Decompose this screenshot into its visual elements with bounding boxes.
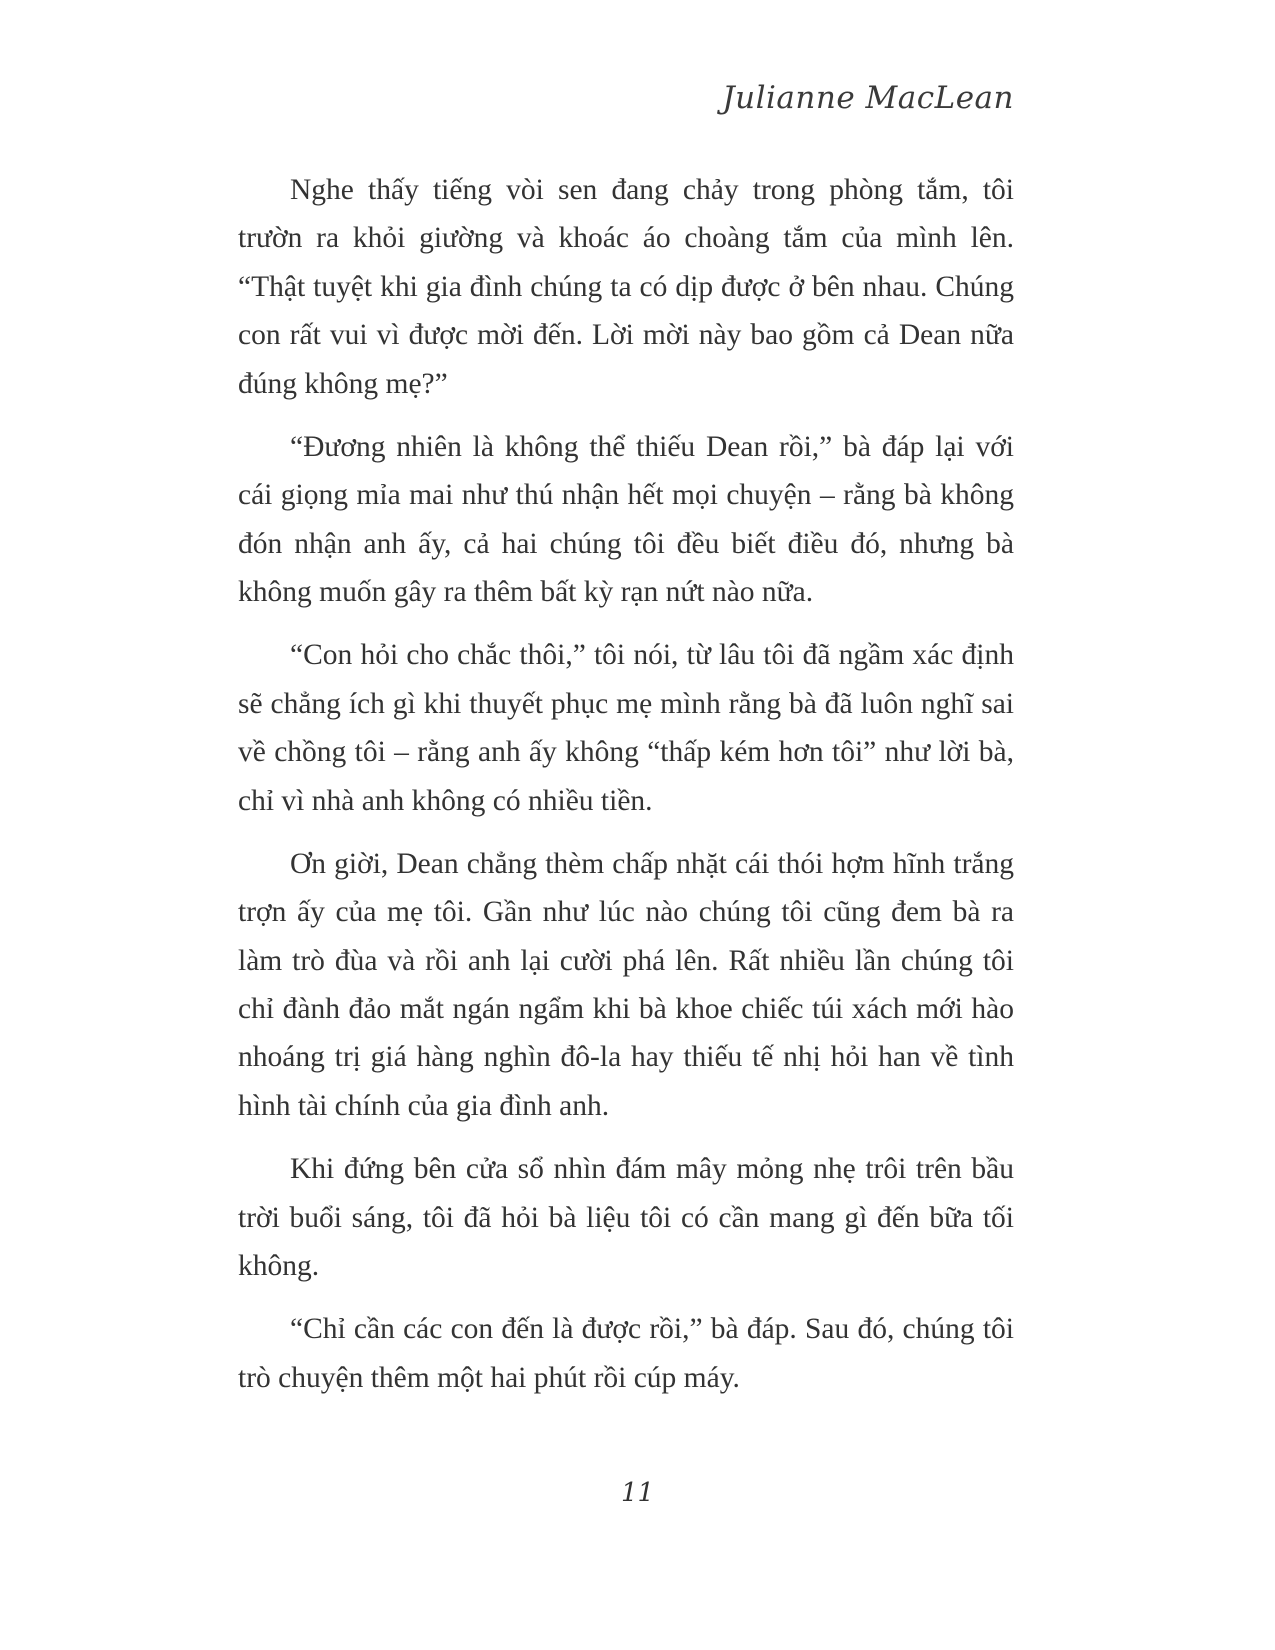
page-number: 11 xyxy=(620,1478,655,1508)
paragraph: “Chỉ cần các con đến là được rồi,” bà đáp. Sau đó, chúng tôi trò chuyện thêm một hai phút rồi cúp máy. xyxy=(238,1313,1014,1394)
author-name: Julianne MacLean xyxy=(722,80,1014,116)
page-body xyxy=(238,166,1014,1417)
paragraph: “Đương nhiên là không thể thiếu Dean rồi,” bà đáp lại với cái giọng mỉa mai như thú nhận hết mọi chuyện – rằng bà không đón nhận anh ấy, cả hai chúng tôi đều biết điều đó, nhưng bà không muốn gây ra thêm bất kỳ rạn nứt nào nữa. xyxy=(238,430,1014,608)
paragraph: “Con hỏi cho chắc thôi,” tôi nói, từ lâu tôi đã ngầm xác định sẽ chẳng ích gì khi thuyết phục mẹ mình rằng bà đã luôn nghĩ sai về chồng tôi – rằng anh ấy không “thấp kém hơn tôi” như lời bà, chỉ vì nhà anh không có nhiều tiền. xyxy=(238,639,1014,817)
running-header xyxy=(238,80,1014,116)
paragraph: Ơn giời, Dean chẳng thèm chấp nhặt cái thói hợm hĩnh trắng trợn ấy của mẹ tôi. Gần như lúc nào chúng tôi cũng đem bà ra làm trò đùa và rồi anh lại cười phá lên. Rất nhiều lần chúng tôi chỉ đành đảo mắt ngán ngẩm khi bà khoe chiếc túi xách mới hào nhoáng trị giá hàng nghìn đô-la hay thiếu tế nhị hỏi han về tình hình tài chính của gia đình anh. xyxy=(238,847,1014,1122)
paragraph: Nghe thấy tiếng vòi sen đang chảy trong phòng tắm, tôi trườn ra khỏi giường và khoác áo choàng tắm của mình lên. “Thật tuyệt khi gia đình chúng ta có dịp được ở bên nhau. Chúng con rất vui vì được mời đến. Lời mời này bao gồm cả Dean nữa đúng không mẹ?” xyxy=(238,174,1014,400)
paragraph: Khi đứng bên cửa sổ nhìn đám mây mỏng nhẹ trôi trên bầu trời buổi sáng, tôi đã hỏi bà liệu tôi có cần mang gì đến bữa tối không. xyxy=(238,1153,1014,1282)
